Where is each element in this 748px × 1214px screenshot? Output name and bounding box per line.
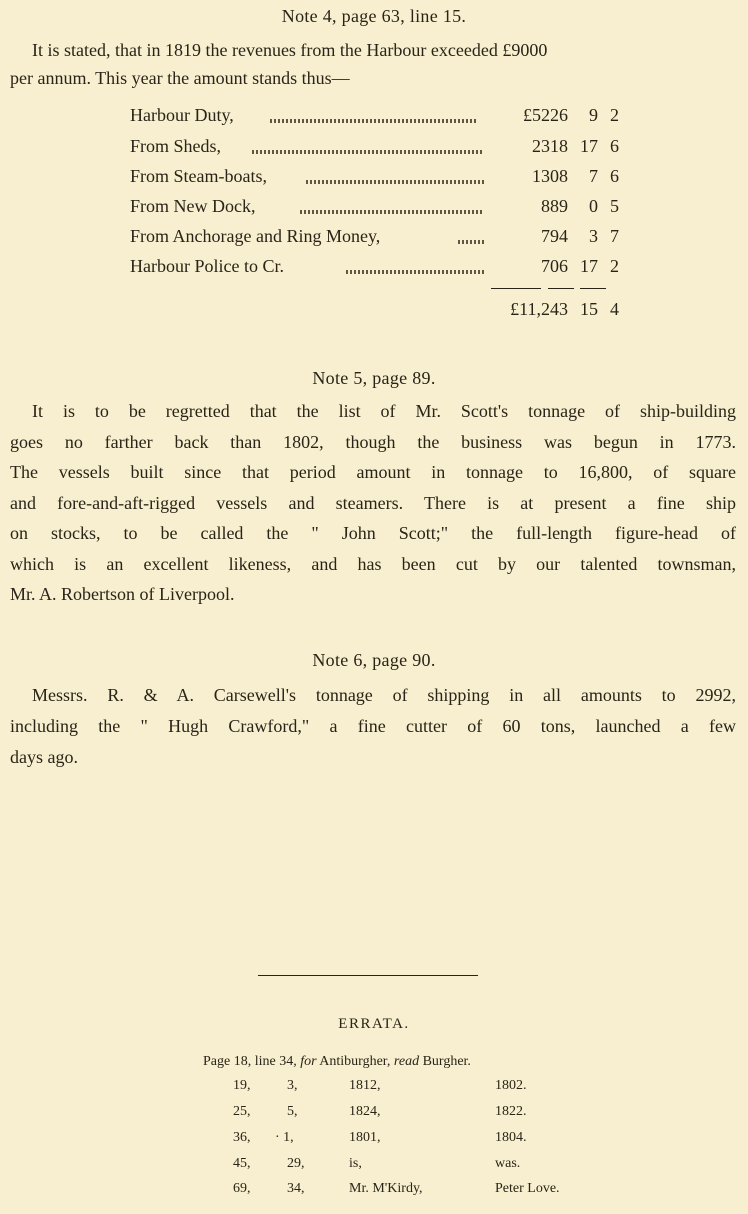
- note5-line: The vessels built since that period amount in tonnage to 16,800, of square: [10, 462, 736, 482]
- revenue-pence: 5: [610, 196, 619, 216]
- errata-wrong: 1824,: [349, 1104, 381, 1119]
- revenue-pounds: £5226: [523, 105, 568, 125]
- total-pounds: £11,243: [510, 299, 568, 319]
- errata-read: read: [393, 1054, 420, 1069]
- revenue-pence: 6: [610, 166, 619, 186]
- errata-prefix: Page 18, line 34,: [203, 1054, 297, 1069]
- errata-line: 5,: [287, 1104, 298, 1119]
- revenue-shillings: 9: [589, 105, 598, 125]
- total-shillings: 15: [580, 299, 598, 319]
- errata-page: 69,: [233, 1181, 251, 1196]
- errata-right: 1802.: [495, 1078, 527, 1093]
- revenue-shillings: 17: [580, 136, 598, 156]
- revenue-shillings: 3: [589, 226, 598, 246]
- note5-body: [10, 396, 736, 610]
- errata-right: Peter Love.: [495, 1181, 560, 1196]
- leader-dots: [270, 119, 478, 123]
- revenue-label: From Anchorage and Ring Money,: [130, 226, 381, 246]
- revenue-row: [130, 166, 620, 192]
- revenue-pence: 2: [610, 256, 619, 276]
- note6-line: Messrs. R. & A. Carsewell's tonnage of shipping in all amounts to 2992,: [32, 685, 736, 705]
- revenue-label: Harbour Duty,: [130, 105, 234, 125]
- revenue-total-row: [130, 299, 620, 325]
- revenue-row: [130, 105, 620, 131]
- revenue-row: [130, 256, 620, 282]
- revenue-pounds: 706: [541, 256, 568, 276]
- revenue-shillings: 7: [589, 166, 598, 186]
- note4-intro: [10, 35, 736, 93]
- note4-intro-line1: It is stated, that in 1819 the revenues from the Harbour exceeded £9000: [32, 40, 548, 60]
- errata-line: 29,: [287, 1156, 305, 1171]
- note5-heading: Note 5, page 89.: [312, 368, 436, 388]
- revenue-row: [130, 196, 620, 222]
- note5-line: and fore-and-aft-rigged vessels and steamers. There is at present a fine ship: [10, 492, 736, 513]
- note5-line: on stocks, to be called the " John Scott;" the full-length figure-head of: [10, 523, 736, 543]
- errata-page: 25,: [233, 1104, 251, 1119]
- note4-intro-line2: per annum. This year the amount stands thus—: [10, 68, 350, 88]
- errata-wrong: is,: [349, 1156, 362, 1171]
- errata-line: · 1,: [275, 1130, 294, 1145]
- revenue-label: From Sheds,: [130, 136, 222, 156]
- revenue-pence: 7: [610, 226, 619, 246]
- note5-line: Mr. A. Robertson of Liverpool.: [10, 584, 235, 604]
- errata-wrong: Antiburgher,: [319, 1054, 391, 1069]
- revenue-pence: 2: [610, 105, 619, 125]
- errata-right: Burgher.: [422, 1054, 471, 1069]
- errata-divider: [258, 975, 478, 976]
- errata-wrong: Mr. M'Kirdy,: [349, 1181, 423, 1196]
- revenue-shillings: 17: [580, 256, 598, 276]
- note5-line: It is to be regretted that the list of Mr. Scott's tonnage of ship-building: [32, 401, 736, 421]
- errata-line: 3,: [287, 1078, 298, 1093]
- revenue-label: From Steam-boats,: [130, 166, 267, 186]
- leader-dots: [300, 210, 484, 214]
- errata-title: ERRATA.: [338, 1016, 410, 1032]
- total-pence: 4: [610, 299, 619, 319]
- note6-body: [10, 680, 736, 773]
- errata-wrong: 1812,: [349, 1078, 381, 1093]
- errata-page: 19,: [233, 1078, 251, 1093]
- errata-right: 1804.: [495, 1130, 527, 1145]
- sum-rule: [491, 288, 541, 289]
- errata-line: 34,: [287, 1181, 305, 1196]
- sum-rule: [580, 288, 606, 289]
- leader-dots: [252, 150, 484, 154]
- revenue-shillings: 0: [589, 196, 598, 216]
- revenue-label: From New Dock,: [130, 196, 256, 216]
- note4-heading: Note 4, page 63, line 15.: [281, 6, 467, 26]
- revenue-pounds: 1308: [532, 166, 568, 186]
- revenue-row: [130, 226, 620, 252]
- sum-rule: [548, 288, 574, 289]
- note6-line: including the " Hugh Crawford," a fine cutter of 60 tons, launched a few: [10, 716, 736, 736]
- note6-heading: Note 6, page 90.: [312, 650, 436, 670]
- revenue-pounds: 2318: [532, 136, 568, 156]
- revenue-label: Harbour Police to Cr.: [130, 256, 284, 276]
- note6-line: days ago.: [10, 747, 78, 767]
- revenue-pounds: 889: [541, 196, 568, 216]
- leader-dots: [306, 180, 484, 184]
- errata-right: was.: [495, 1156, 521, 1171]
- revenue-row: [130, 136, 620, 162]
- revenue-pence: 6: [610, 136, 619, 156]
- note5-line: which is an excellent likeness, and has been cut by our talented townsman,: [10, 553, 736, 574]
- note5-line: goes no farther back than 1802, though the business was begun in 1773.: [10, 431, 736, 452]
- errata-for: for: [300, 1054, 317, 1069]
- errata-page: 36,: [233, 1130, 251, 1145]
- errata-first-line: [203, 1054, 471, 1070]
- errata-wrong: 1801,: [349, 1130, 381, 1145]
- errata-page: 45,: [233, 1156, 251, 1171]
- errata-right: 1822.: [495, 1104, 527, 1119]
- revenue-pounds: 794: [541, 226, 568, 246]
